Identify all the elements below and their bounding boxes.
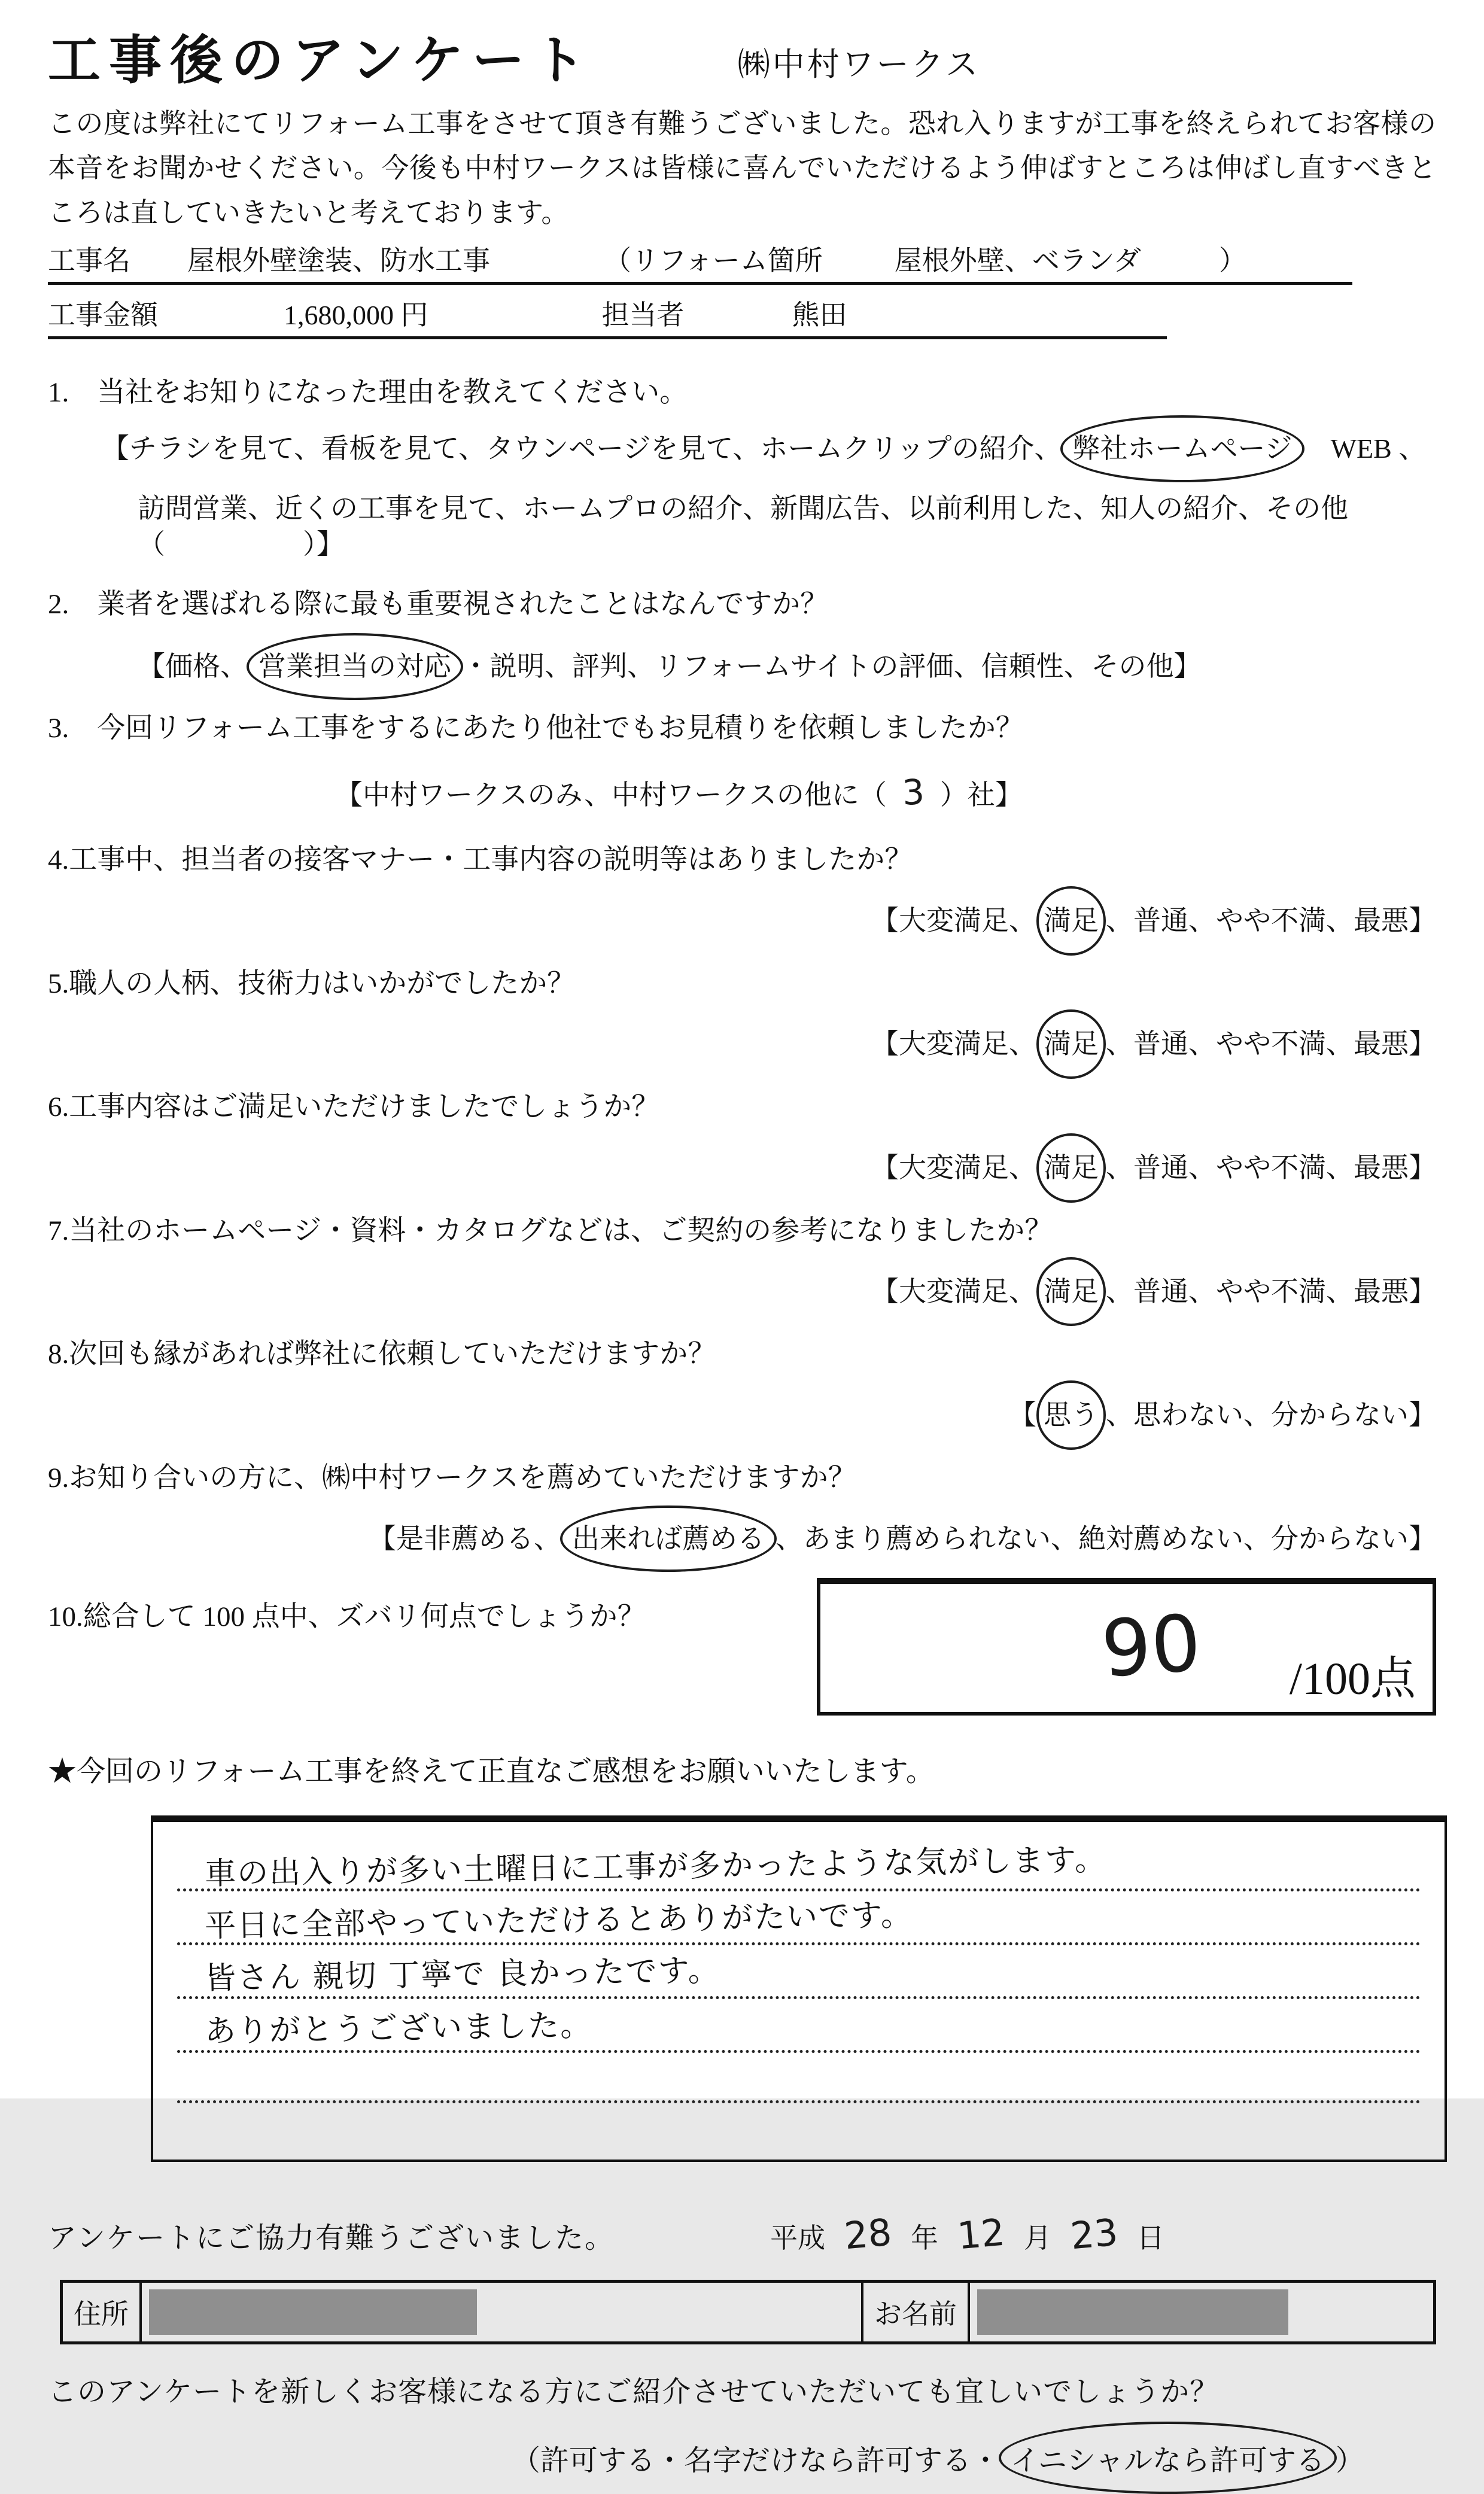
question-9-block: [48, 1461, 1436, 1557]
project-name-label: 工事名: [48, 245, 130, 276]
question-4: 4.工事中、担当者の接客マナー・工事内容の説明等はありましたか？: [48, 844, 913, 876]
question-4-options: [48, 903, 1436, 939]
day-label: 日: [1136, 2223, 1164, 2254]
name-label: お名前: [874, 2299, 957, 2330]
handwritten-month: 12: [956, 2210, 1006, 2258]
permission-options-pre: （許可する・名字だけなら許可する・: [511, 2445, 1000, 2477]
name-value-cell: [970, 2283, 1433, 2341]
comment-line-4: [177, 1999, 1421, 2053]
date-row: [770, 2212, 1164, 2256]
amount-value: 1,680,000 円: [284, 300, 428, 331]
q1-options-pre: 【チラシを見て、看板を見て、タウンページを見て、ホームクリップの紹介、: [102, 433, 1062, 464]
address-name-table: [60, 2280, 1436, 2344]
permission-options-post: ）: [1335, 2445, 1364, 2477]
q2-circled-answer: 営業担当の対応: [247, 633, 463, 700]
month-label: 月: [1023, 2223, 1051, 2254]
question-2-options: [138, 649, 1436, 685]
q3-options-pre: 【中村ワークスのみ、中村ワークスの他に（: [335, 779, 887, 810]
question-1-options-line2: 訪問営業、近くの工事を見て、ホームプロの紹介、新聞広告、以前利用した、知人の紹介、その他（ ）】: [138, 492, 1349, 559]
page-title: 工事後のアンケート: [48, 32, 594, 90]
q9-circled-answer: 出来れば薦める: [560, 1505, 777, 1573]
q7-options-pre: 【大変満足、: [871, 1276, 1036, 1307]
address-value-cell: [142, 2283, 861, 2341]
comment-text-4: ありがとうございました。: [204, 2008, 593, 2050]
score-denominator: /100点: [1289, 1654, 1416, 1705]
q2-options-post: ・説明、評判、リフォームサイトの評価、信頼性、その他】: [462, 651, 1202, 682]
permission-circled-answer: イニシャルなら許可する: [999, 2422, 1337, 2494]
q8-options-post: 、思わない、分からない】: [1106, 1400, 1436, 1431]
manager-value: 熊田: [792, 300, 847, 331]
question-6-options: [48, 1150, 1436, 1186]
q4-options-pre: 【大変満足、: [871, 905, 1036, 936]
manager-label: 担当者: [601, 300, 685, 331]
q1-circled-answer: 弊社ホームページ: [1060, 415, 1304, 482]
header: [48, 33, 1436, 91]
question-1-options-line1: [102, 431, 1436, 467]
permission-options: [512, 2437, 1364, 2478]
comment-line-3: [177, 1945, 1421, 1999]
handwritten-year: 28: [843, 2210, 894, 2258]
question-1: 1. 当社をお知りになった理由を教えてください。: [48, 377, 688, 409]
question-7-block: [48, 1213, 1436, 1310]
q3-handwritten-count: 3: [901, 771, 926, 813]
question-list: [48, 375, 1436, 1716]
q2-options-pre: 【価格、: [138, 651, 248, 682]
comment-text-2: 平日に全部やっていただけるとありがたいです。: [204, 1897, 914, 1945]
question-6: 6.工事内容はご満足いただけましたでしょうか？: [48, 1091, 660, 1123]
amount-label: 工事金額: [48, 300, 158, 331]
question-5-options: [48, 1026, 1436, 1062]
q1-options-post: WEB 、: [1303, 433, 1427, 464]
comment-line-2: [177, 1891, 1421, 1945]
q5-options-post: 、普通、やや不満、最悪】: [1106, 1029, 1436, 1060]
question-10-block: [48, 1578, 1436, 1716]
handwritten-day: 23: [1068, 2210, 1120, 2258]
q9-options-pre: 【是非薦める、: [369, 1523, 561, 1554]
thanks-text: アンケートにご協力有難うございました。: [48, 2222, 615, 2255]
question-4-block: [48, 843, 1436, 939]
comment-line-5: [177, 2053, 1421, 2103]
question-5: 5.職人の人柄、技術力はいかがでしたか？: [48, 968, 576, 999]
reform-area-close: ）: [1218, 245, 1246, 276]
score-box: [817, 1578, 1436, 1716]
comment-line-1: [177, 1838, 1421, 1891]
q7-circled-answer: 満足: [1036, 1257, 1106, 1327]
comment-line-6: [177, 2103, 1421, 2154]
question-6-block: [48, 1090, 1436, 1186]
year-label: 年: [911, 2223, 939, 2254]
name-redaction-box: [977, 2289, 1288, 2335]
intro-paragraph: この度は弊社にてリフォーム工事をさせて頂き有難うございました。恐れ入りますが工事を終えられてお客様の本音をお聞かせください。今後も中村ワークスは皆様に喜んでいただけるよう伸ばすところは伸ばし直すべきところは直していきたいと考えております。: [48, 108, 1436, 228]
question-7-options: [48, 1274, 1436, 1310]
q3-options-post: ）社】: [939, 779, 1023, 810]
question-9: 9.お知り合いの方に、㈱中村ワークスを薦めていただけますか？: [48, 1462, 856, 1494]
feedback-comment-box: [151, 1815, 1447, 2162]
question-3: 3. 今回リフォーム工事をするにあたり他社でもお見積りを依頼しましたか？: [48, 713, 1024, 744]
comment-text-1: 車の出入りが多い土曜日に工事が多かったような気がします。: [204, 1842, 1108, 1893]
q6-circled-answer: 満足: [1036, 1133, 1106, 1203]
question-5-block: [48, 966, 1436, 1063]
q8-circled-answer: 思う: [1036, 1380, 1106, 1450]
question-8-block: [48, 1337, 1436, 1433]
address-label: 住所: [74, 2299, 129, 2330]
question-7: 7.当社のホームページ・資料・カタログなどは、ご契約の参考になりましたか？: [48, 1215, 1053, 1246]
handwritten-score: 90: [1098, 1597, 1204, 1696]
permission-question: このアンケートを新しくお客様になる方にご紹介させていただいても宜しいでしょうか？: [48, 2376, 1220, 2408]
q9-options-post: 、あまり薦められない、絶対薦めない、分からない】: [776, 1523, 1436, 1554]
question-9-options: [48, 1521, 1436, 1557]
footer-thanks-row: [48, 2212, 1436, 2256]
q5-options-pre: 【大変満足、: [871, 1029, 1036, 1060]
address-redaction-box: [149, 2289, 477, 2335]
q6-options-pre: 【大変満足、: [871, 1152, 1036, 1184]
q4-options-post: 、普通、やや不満、最悪】: [1106, 905, 1436, 936]
q8-options-pre: 【: [1009, 1400, 1036, 1431]
question-8-options: [48, 1397, 1436, 1433]
reform-area-value: 屋根外壁、ベランダ: [894, 245, 1141, 276]
question-10: 10.総合して 100 点中、ズバリ何点でしょうか？: [48, 1601, 646, 1633]
question-2: 2. 業者を選ばれる際に最も重要視されたことはなんですか？: [48, 589, 829, 621]
feedback-heading: ★今回のリフォーム工事を終えて正直なご感想をお願いいたします。: [48, 1756, 935, 1788]
question-8: 8.次回も縁があれば弊社に依頼していただけますか？: [48, 1339, 716, 1370]
project-name-value: 屋根外壁塗装、防水工事: [187, 245, 490, 276]
q5-circled-answer: 満足: [1036, 1009, 1106, 1079]
reform-area-open: （リフォーム箇所: [604, 245, 823, 276]
q6-options-post: 、普通、やや不満、最悪】: [1106, 1152, 1436, 1184]
company-name: ㈱中村ワークス: [737, 46, 981, 83]
comment-text-3: 皆さん 親切 丁寧で 良かったです。: [204, 1952, 720, 1997]
q4-circled-answer: 満足: [1036, 886, 1106, 956]
project-name-row: [48, 239, 1352, 285]
project-amount-row: [48, 293, 1167, 339]
q7-options-post: 、普通、やや不満、最悪】: [1106, 1276, 1436, 1307]
question-3-options: [335, 770, 1436, 815]
era-label: 平成: [770, 2223, 826, 2254]
